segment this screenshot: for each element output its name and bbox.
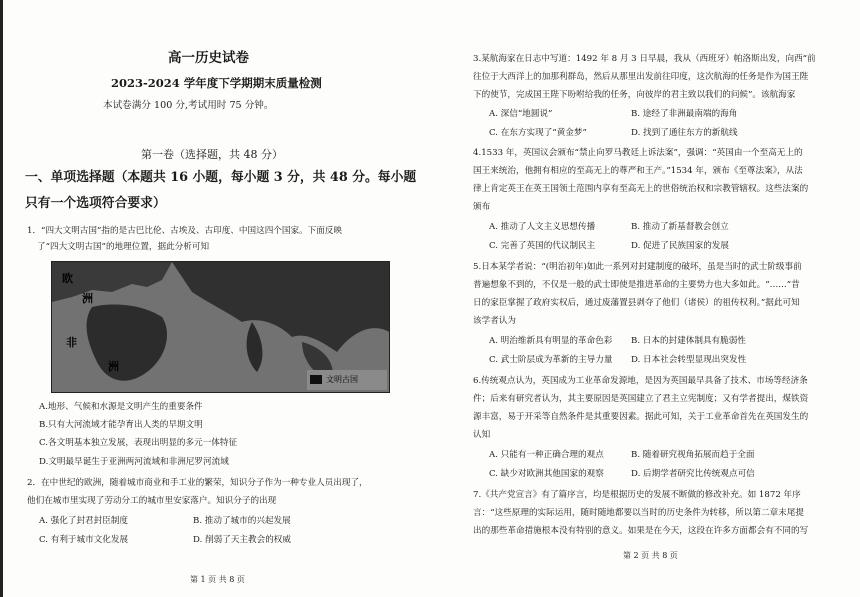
q2-option-d: D. 削弱了天主教会的权威: [193, 535, 291, 545]
q2-option-b: B. 推动了城市的兴起发展: [193, 516, 291, 526]
map-legend-label: 文明古国: [326, 375, 358, 384]
question-4-line2: 国王来统治，他拥有相应的至高无上的尊严和王产。”1534 年，颁布《至尊法案》，从法: [473, 166, 803, 176]
q6-option-d: D. 后期学者研究比传统观点可信: [631, 469, 755, 479]
q5-option-b: B. 日本的封建体制具有脆弱性: [631, 336, 746, 346]
q3-option-a: A. 深信“地圆说”: [489, 109, 553, 119]
q1-option-d: D.文明最早诞生于亚洲两河流域和非洲尼罗河流域: [39, 457, 229, 467]
q6-option-c: C. 缺少对欧洲其他国家的观察: [489, 469, 604, 479]
question-3-line3: 下的使节，完成国王陛下吩咐给我的任务，向彼岸的君主致以我们的问候”。该航海家: [473, 90, 796, 100]
question-6-line1: 6.传统观点认为，英国成为工业革命发源地，是因为英国最早具备了技术、市场等经济条: [473, 376, 808, 386]
question-5-line2: 普遍想象不到的，不仅是一般的武士即使是推进革命的主要势力也大多如此。“……”昔: [473, 280, 800, 290]
q5-option-c: C. 武士阶层成为革新的主导力量: [489, 355, 613, 365]
q4-option-d: D. 促进了民族国家的发展: [631, 241, 729, 251]
civilizations-map-image: [51, 261, 390, 393]
question-3-line1: 3.某航海家在日志中写道：1492 年 8 月 3 日早晨，我从（西班牙）帕洛斯出发，向西“前: [473, 54, 816, 64]
map-drawing: [52, 262, 389, 392]
question-6-line2: 件；后来有研究者认为，其主要原因是英国建立了君主立宪制度；又有学者提出，煤铁资: [473, 394, 809, 404]
q1-option-b: B.只有大河流域才能孕育出人类的早期文明: [39, 420, 203, 430]
question-4-line3: 律上肯定英王在英王国领土范围内享有至高无上的世俗统治权和宗教管辖权。这些法案的: [473, 184, 809, 194]
part-title: 第一卷（选择题，共 48 分）: [141, 148, 283, 161]
right-page: [443, 0, 843, 597]
q2-option-c: C. 有利于城市文化发展: [39, 535, 129, 545]
map-label-europe-ou: 欧: [62, 272, 73, 285]
q3-option-b: B. 途经了非洲最南端的海角: [631, 109, 738, 119]
q2-option-a: A. 强化了封君封臣制度: [39, 516, 129, 526]
q4-option-b: B. 推动了新基督教会创立: [631, 222, 729, 232]
question-6-line3: 源丰富，易于开采等自然条件是其重要因素。据此可知，关于工业革命首先在英国发生的: [473, 412, 809, 422]
question-1-stem: 1．“四大文明古国”指的是古巴比伦、古埃及、古印度、中国这四个国家。下面反映: [27, 226, 343, 236]
q4-option-c: C. 完善了英国的代议制民主: [489, 241, 596, 251]
map-label-europe-zhou: 洲: [82, 292, 93, 305]
question-3-line2: 往位于大西洋上的加那利群岛，然后从那里出发前往印度，这次航海的任务是作为国王陛: [473, 72, 809, 82]
q1-option-a: A.地形、气候和水源是文明产生的重要条件: [39, 402, 203, 412]
map-label-africa-zhou: 洲: [108, 360, 119, 373]
q4-option-a: A. 推动了人文主义思想传播: [489, 222, 596, 232]
q5-option-a: A. 明治维新具有明显的革命色彩: [489, 336, 613, 346]
question-7-line1: 7.《共产党宣言》有了篇序言，均是根据历史的发展不断做的修改补充。如 1872 年序: [473, 490, 801, 500]
exam-subtitle: 2023-2024 学年度下学期期末质量检测: [111, 76, 322, 90]
q6-option-a: A. 只能有一种正确合理的观点: [489, 450, 604, 460]
question-4-line1: 4.1533 年，英国议会颁布“禁止向罗马教廷上诉法案”，强调：“英国由一个至高无上的: [473, 148, 803, 158]
q3-option-c: C. 在东方实现了“黄金梦”: [489, 128, 587, 138]
page-footer-left: 第 1 页 共 8 页: [190, 575, 245, 584]
question-1-stem-2: 了“四大文明古国”的地理位置，据此分析可知: [37, 242, 210, 252]
question-5-line4: 该学者认为: [473, 316, 516, 326]
q5-option-d: D. 日本社会转型显现出突发性: [631, 355, 747, 365]
map-label-africa-fei: 非: [66, 336, 77, 349]
question-5-line1: 5.日本某学者说：“(明治初年)如此一系列对封建制度的破坏，虽是当时的武士阶级事前: [473, 262, 802, 272]
question-2-stem-2: 他们在城市里实现了劳动分工的城市里安家落户。知识分子的出现: [27, 496, 277, 506]
page-footer-right: 第 2 页 共 8 页: [623, 551, 678, 560]
question-2-stem: 2．在中世纪的欧洲，随着城市商业和手工业的繁荣，知识分子作为一种专业人员出现了，: [27, 478, 368, 488]
exam-title: 高一历史试卷: [168, 50, 249, 66]
question-4-line4: 颁布: [473, 202, 491, 212]
left-page: [23, 0, 428, 597]
exam-note: 本试卷满分 100 分,考试用时 75 分钟。: [103, 100, 274, 111]
question-7-line3: 出的那些革命措施根本没有特别的意义。如果是在今天，这段在许多方面都会有不同的写: [473, 526, 809, 536]
question-7-line2: 言：“这些原理的实际运用，随时随地都要以当时的历史条件为转移，所以第二章末尾提: [473, 508, 804, 518]
question-5-line3: 日的家臣掌握了政府实权后，通过废藩置县剥夺了他们（诸侯）的祖传权利。”据此可知: [473, 298, 800, 308]
q3-option-d: D. 找到了通往东方的新航线: [631, 128, 738, 138]
question-6-line4: 认知: [473, 430, 491, 440]
q6-option-b: B. 随着研究视角拓展而趋于全面: [631, 450, 755, 460]
q1-option-c: C.各文明基本独立发展，表现出明显的多元一体特征: [39, 438, 238, 448]
section-heading-line1: 一、单项选择题（本题共 16 小题，每小题 3 分，共 48 分。每小题: [25, 170, 417, 185]
section-heading-line2: 只有一个选项符合要求）: [25, 196, 166, 211]
